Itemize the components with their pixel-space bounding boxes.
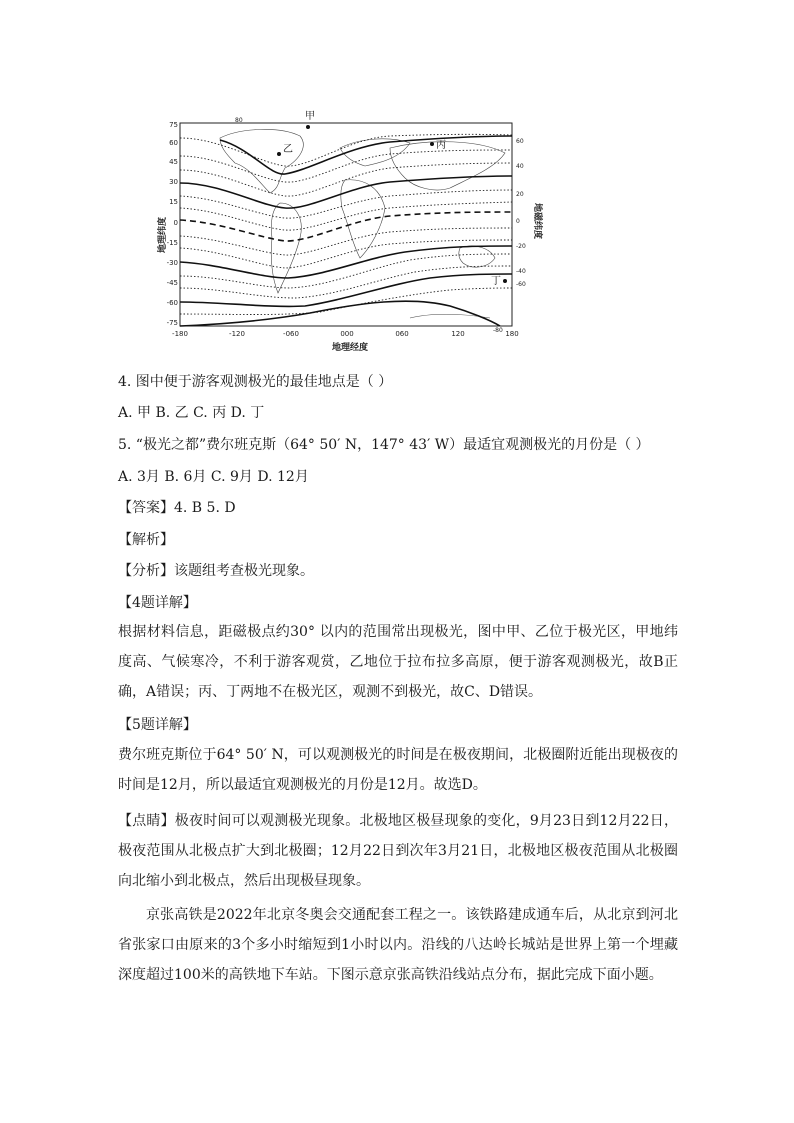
- lon-tick: -180: [172, 330, 188, 338]
- lat-tick: 15: [169, 198, 178, 206]
- lat-tick: -75: [166, 319, 178, 327]
- mag-isolines-dotted: [180, 134, 512, 314]
- point-yi-marker: [277, 152, 281, 156]
- mag-tick: 60: [516, 138, 524, 145]
- dianjing-text: 【点睛】极夜时间可以观测极光现象。北极地区极昼现象的变化，9月23日到12月22日，极夜范围从北极点扩大到北极圈；12月22日到次年3月21日，北极地区极夜范围从北极圈向北缩小到北极点，然后出现极昼现象。: [118, 813, 678, 889]
- lat-tick: 0: [173, 219, 178, 227]
- q5-stem: 5. “极光之都”费尔班克斯（64° 50′ N，147° 43′ W）最适宜观测极光的月份是（ ）: [118, 437, 650, 453]
- mag-tick: 0: [516, 218, 520, 225]
- answer-line: 【答案】4. B 5. D: [118, 500, 236, 516]
- lat-tick: 75: [169, 121, 178, 129]
- lon-tick-labels: [172, 330, 519, 338]
- q4-stem: 4. 图中便于游客观测极光的最佳地点是（ ）: [118, 374, 393, 390]
- top-mag-label: 80: [235, 117, 243, 124]
- lat-tick: -45: [166, 279, 178, 287]
- q4-detail-text: 根据材料信息，距磁极点约30° 以内的范围常出现极光，图中甲、乙位于极光区，甲地纬度高、气候寒冷，不利于游客观赏，乙地位于拉布拉多高原，便于游客观测极光，故B正确，A错误；丙、丁两地不在极光区，观测不到极光，故C、D错误。: [118, 624, 678, 700]
- q5-detail-text: 费尔班克斯位于64° 50′ N，可以观测极光的时间是在极夜期间，北极圈附近能出现极夜的时间是12月，所以最适宜观测极光的月份是12月。故选D。: [118, 747, 678, 793]
- mag-tick: 20: [516, 191, 524, 198]
- lat-tick-labels: [167, 121, 178, 327]
- coastlines: [220, 129, 505, 318]
- lon-tick: 120: [451, 330, 465, 338]
- lat-tick: -60: [166, 299, 178, 307]
- mag-tick: -20: [516, 243, 526, 250]
- mag-tick: -40: [516, 268, 526, 275]
- point-ding-label: 丁: [491, 276, 501, 287]
- mag-tick: -60: [516, 281, 526, 288]
- point-ding-marker: [503, 279, 507, 283]
- fenxi-line: 【分析】该题组考查极光现象。: [118, 563, 314, 579]
- lon-tick: -060: [283, 330, 299, 338]
- q4-options: A. 甲 B. 乙 C. 丙 D. 丁: [118, 405, 265, 421]
- point-bing-label: 丙: [436, 140, 446, 151]
- mag-isolines-solid: [180, 136, 512, 326]
- lon-tick: -120: [229, 330, 245, 338]
- point-yi-label: 乙: [283, 144, 293, 155]
- jiexi-heading: 【解析】: [118, 532, 174, 548]
- q4-detail-heading: 【4题详解】: [118, 595, 197, 611]
- point-bing-marker: [430, 142, 434, 146]
- lon-tick: 000: [340, 330, 354, 338]
- lat-tick: -30: [166, 259, 178, 267]
- point-jia-label: 甲: [305, 111, 315, 122]
- lat-tick: 45: [169, 158, 178, 166]
- xlabel: 地理经度: [331, 343, 369, 353]
- mag-tick: 40: [516, 163, 524, 170]
- lon-tick: 180: [505, 330, 519, 338]
- q5-options: A. 3月 B. 6月 C. 9月 D. 12月: [118, 469, 309, 485]
- lon-tick: 060: [395, 330, 409, 338]
- point-jia-marker: [306, 125, 310, 129]
- lat-tick: 60: [169, 139, 178, 147]
- ylabel-right: 地磁纬度: [532, 203, 542, 240]
- ylabel-left: 地理纬度: [158, 216, 168, 253]
- lat-tick: 30: [169, 178, 178, 186]
- aurora-map-figure: [160, 108, 540, 358]
- intro-paragraph: 京张高铁是2022年北京冬奥会交通配套工程之一。该铁路建成通车后，从北京到河北省张家口由原来的3个多小时缩短到1小时以内。沿线的八达岭长城站是世界上第一个埋藏深度超过100米的高铁地下车站。下图示意京张高铁沿线站点分布，据此完成下面小题。: [118, 907, 678, 983]
- lat-tick: -15: [166, 239, 178, 247]
- bottom-mag-label: -80: [493, 327, 503, 334]
- q5-detail-heading: 【5题详解】: [118, 717, 197, 733]
